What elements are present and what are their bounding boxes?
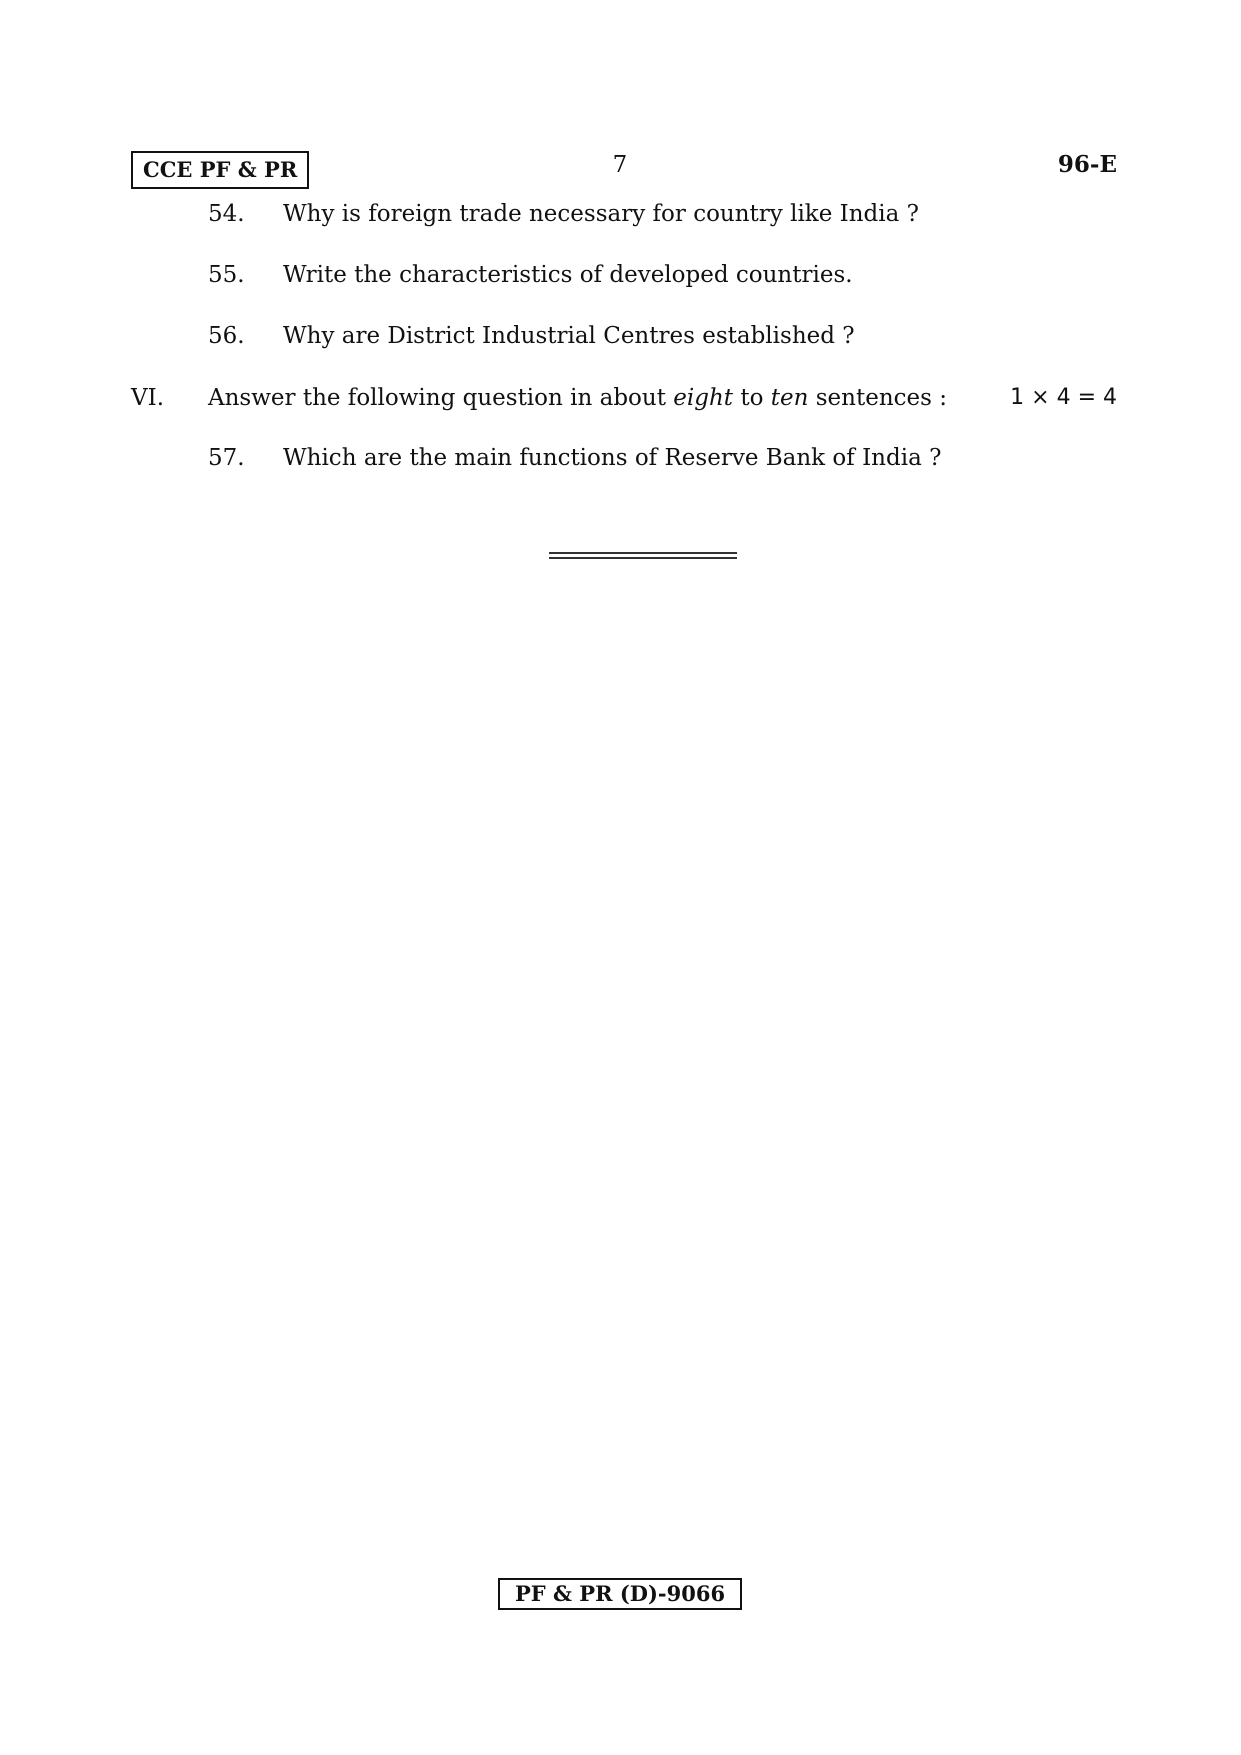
instruction-part: sentences : — [808, 385, 947, 411]
header-left-code: CCE PF & PR — [131, 151, 309, 189]
question-number: 56. — [208, 323, 245, 349]
end-double-rule — [549, 552, 737, 559]
instruction-emphasis: ten — [770, 385, 809, 411]
page-number: 7 — [612, 152, 628, 178]
question-text: Why is foreign trade necessary for country like India ? — [283, 201, 919, 227]
footer-code: PF & PR (D)-9066 — [498, 1578, 742, 1610]
question-number: 55. — [208, 262, 245, 288]
instruction-emphasis: eight — [673, 385, 734, 411]
question-number: 57. — [208, 445, 245, 471]
question-text: Which are the main functions of Reserve Bank of India ? — [283, 445, 942, 471]
header-paper-code: 96-E — [1057, 151, 1117, 178]
question-text: Write the characteristics of developed countries. — [283, 262, 853, 288]
section-marks: 1 × 4 = 4 — [1010, 385, 1117, 410]
section-instruction — [208, 381, 947, 415]
section-number: VI. — [131, 385, 165, 411]
instruction-part: to — [733, 385, 771, 411]
question-text: Why are District Industrial Centres established ? — [283, 323, 855, 349]
question-number: 54. — [208, 201, 245, 227]
instruction-part: Answer the following question in about — [208, 385, 674, 411]
